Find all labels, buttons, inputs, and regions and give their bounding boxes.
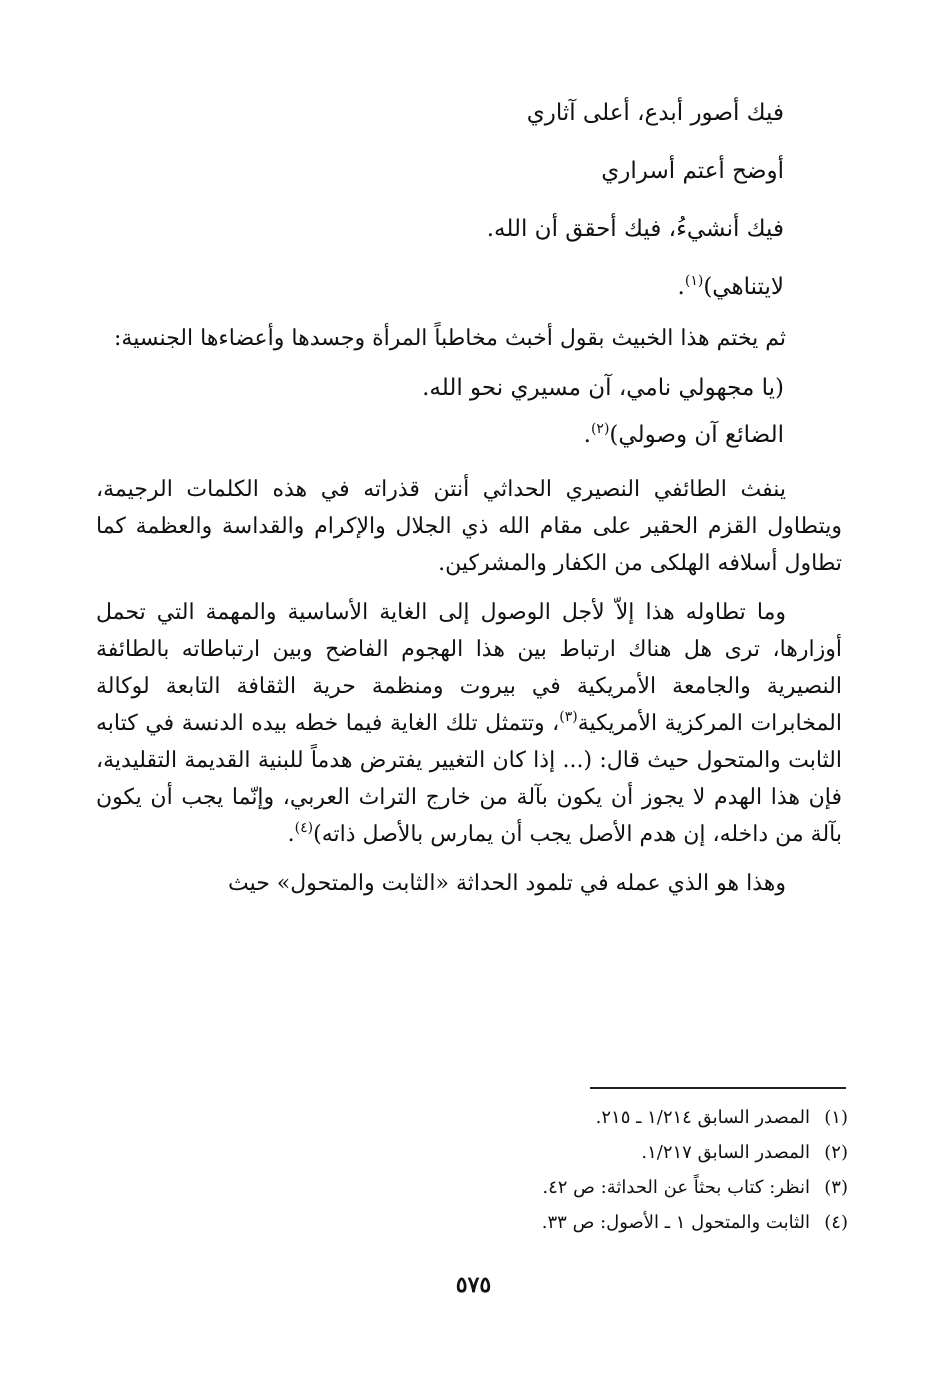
footnote — [96, 1205, 848, 1240]
paragraph-text: وما تطاوله هذا إلاّ لأجل الوصول إلى الغاية الأساسية والمهمة التي تحمل أوزارها، ترى هل هناك ارتباط بين هذا الهجوم الفاضح وبين ارتباطاته بالطائفة النصيرية والجامعة الأمريكية في بيروت ومنظمة حرية الثقافة التابعة لوكالة المخابرات المركزية الأمريكية — [96, 600, 842, 736]
footnote-number: (٣) — [824, 1177, 848, 1198]
punct: . — [583, 422, 591, 448]
verse-line: (يا مجهولي نامي، آن مسيري نحو الله. — [422, 375, 784, 401]
footnote-ref: (٢) — [590, 421, 610, 437]
footnote — [96, 1135, 848, 1170]
footnote-number: (١) — [824, 1107, 848, 1128]
verse-text: الضائع آن وصولي) — [609, 422, 784, 448]
footnote — [96, 1100, 848, 1135]
paragraph-text: ، وتتمثل تلك الغاية فيما خطه بيده الدنسة في كتابه الثابت والمتحول حيث قال: (... إذا كان التغيير يفترض هدماً للبنية القديمة التقليدية، فإن هذا الهدم لا يجوز أن يكون بآلة من خارج التراث العربي، وإنّما يجب أن يكون بآلة من داخله، إن هدم الأصل يجب أن يمارس بالأصل ذاته) — [96, 711, 842, 847]
footnote-separator — [590, 1087, 846, 1089]
punct: . — [677, 274, 685, 300]
poem-block-2 — [96, 365, 842, 459]
paragraph: ثم يختم هذا الخبيث بقول أخبث مخاطباً المرأة وجسدها وأعضاءها الجنسية: — [114, 326, 786, 351]
verse-line: أوضح أعتم أسراري — [601, 158, 784, 184]
footnote-text: الثابت والمتحول ١ ـ الأصول: ص ٣٣. — [541, 1212, 810, 1233]
footnotes — [96, 1100, 848, 1240]
paragraph — [96, 594, 842, 853]
verse-text: لايتناهي) — [703, 274, 784, 300]
footnote-ref: (٤) — [294, 820, 314, 836]
paragraph: وهذا هو الذي عمله في تلمود الحداثة «الثابت والمتحول» حيث — [227, 871, 786, 896]
punct: . — [287, 822, 295, 847]
paragraph: ينفث الطائفي النصيري الحداثي أنتن قذراته في هذه الكلمات الرجيمة، ويتطاول القزم الحقير على مقام الله ذي الجلال والإكرام والقداسة والعظمة كما تطاول أسلافه الهلكى من الكفار والمشركين. — [96, 477, 842, 576]
footnote-text: المصدر السابق ١/٢١٤ ـ ٢١٥. — [595, 1107, 810, 1128]
verse-line-last — [96, 412, 842, 459]
footnote-ref: (١) — [684, 273, 704, 289]
footnote-number: (٤) — [824, 1212, 848, 1233]
page-number: ٥٧٥ — [455, 1272, 492, 1298]
verse-line: فيك أنشيءُ، فيك أحقق أن الله. — [486, 216, 784, 242]
footnote-ref: (٣) — [559, 709, 578, 725]
footnote-number: (٢) — [824, 1142, 848, 1163]
poem-block-1 — [96, 84, 842, 316]
verse-line: فيك أصور أبدع، أعلى آثاري — [526, 100, 784, 126]
footnote-text: المصدر السابق ١/٢١٧. — [641, 1142, 810, 1163]
verse-line-last — [96, 258, 842, 316]
footnote — [96, 1170, 848, 1205]
footnote-text: انظر: كتاب بحثاً عن الحداثة: ص ٤٢. — [542, 1177, 810, 1198]
main-text — [96, 84, 842, 902]
